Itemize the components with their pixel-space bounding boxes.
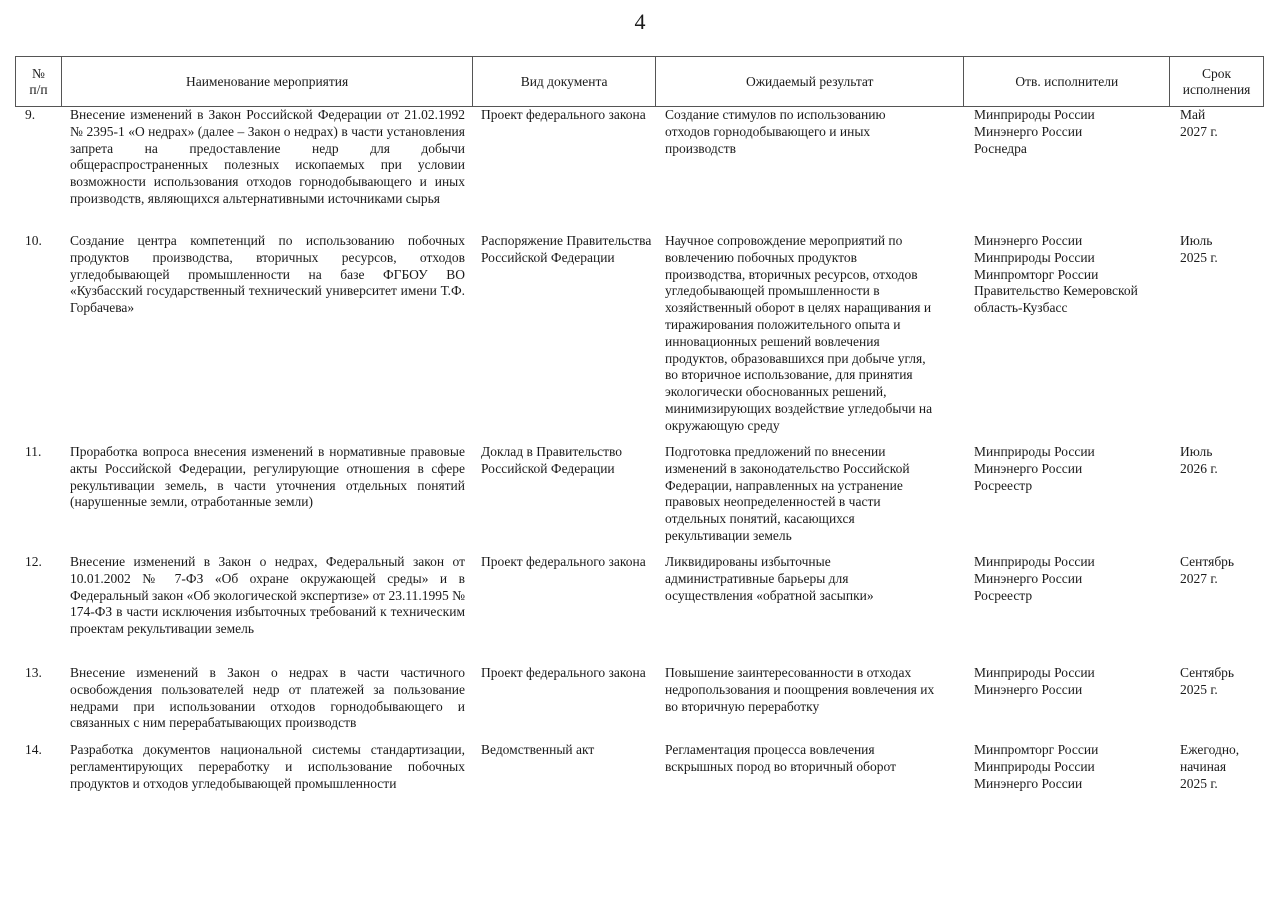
expected-result-line: Создание стимулов по использованию [665,107,886,122]
expected-result-line: во вторичное использование, для принятия [665,367,913,383]
expected-result-line: недропользования и поощрения вовлечения их [665,681,935,697]
expected-result-line: Научное сопровождение мероприятий по [665,233,903,248]
measure-name: Проработка вопроса внесения изменений в нормативные правовые акты Российской Федерации, регулирующие отношения в сфере рекультивации земель, в части уточнения отдельных понятий (нарушенные земли, отработанные земли) [70,444,465,510]
expected-result-line: тиражирования положительного опыта и [665,316,901,332]
measure-name: Разработка документов национальной системы стандартизации, регламентирующих переработку и использование побочных продуктов и отходов угледобывающей промышленности [70,742,465,791]
expected-result-line: вовлечению побочных продуктов [665,249,857,265]
document-type: Ведомственный акт [481,742,595,757]
responsible-executors-line: Минприроды России [974,665,1095,680]
expected-result-line: продуктов, образовавшихся при добыче угля, [665,350,926,366]
deadline-line: 2027 г. [1180,123,1218,139]
expected-result-line: отдельных понятий, касающихся [665,511,855,527]
expected-result-line: правовых неопределенностей в части [665,494,881,510]
responsible-executors-line: Росреестр [974,587,1033,603]
expected-result [656,233,965,435]
expected-result [656,554,965,638]
responsible-executors [965,554,1171,638]
deadline-line: Май [1180,107,1206,122]
responsible-executors-line: Минприроды России [974,554,1095,569]
expected-result [656,742,965,792]
expected-result-line: инновационных решений вовлечения [665,333,880,349]
document-type: Доклад в Правительство Российской Федерации [481,444,623,476]
expected-result-line: Подготовка предложений по внесении [665,444,886,459]
deadline [1171,554,1264,638]
header-number: № п/п [16,57,62,106]
expected-result-line: рекультивации земель [665,527,792,543]
responsible-executors [965,444,1171,545]
responsible-executors-line: Минэнерго России [974,570,1083,586]
responsible-executors-line: Минпромторг России [974,742,1099,757]
deadline [1171,742,1264,792]
responsible-executors [965,107,1171,208]
deadline-line: Сентябрь [1180,554,1235,569]
header-result: Ожидаемый результат [656,57,965,106]
deadline [1171,444,1264,545]
responsible-executors-line: Минприроды России [974,758,1095,774]
expected-result-line: окружающую среду [665,417,780,433]
expected-result-line: Регламентация процесса вовлечения [665,742,875,757]
deadline-line: 2025 г. [1180,775,1218,791]
expected-result-line: вскрышных пород во вторичный оборот [665,758,896,774]
document-type: Проект федерального закона [481,107,646,122]
responsible-executors-line: Минэнерго России [974,681,1083,697]
expected-result [656,665,965,732]
deadline [1171,233,1264,435]
expected-result-line: угледобывающей промышленности в [665,283,880,299]
deadline-line: Ежегодно, [1180,742,1240,757]
expected-result-line: Ликвидированы избыточные [665,554,831,569]
expected-result-line: отходов горнодобывающего и иных [665,123,871,139]
expected-result [656,107,965,208]
responsible-executors-line: Минэнерго России [974,775,1083,791]
deadline-line: Сентябрь [1180,665,1235,680]
expected-result-line: осуществления «обратной засыпки» [665,587,874,603]
responsible-executors [965,233,1171,435]
responsible-executors-line: Минэнерго России [974,233,1083,248]
expected-result-line: изменений в законодательство Российской [665,460,910,476]
table-row [15,554,1264,638]
expected-result-line: минимизирующих воздействие угледобычи на [665,400,933,416]
responsible-executors [965,665,1171,732]
deadline [1171,665,1264,732]
expected-result-line: производства, вторичных ресурсов, отходов [665,266,918,282]
responsible-executors-line: Минприроды России [974,107,1095,122]
row-number: 13. [25,665,42,680]
deadline [1171,107,1264,208]
expected-result-line: производств [665,140,737,156]
expected-result-line: Повышение заинтересованности в отходах [665,665,912,680]
responsible-executors-line: область-Кузбасс [974,300,1068,316]
table-row [15,444,1264,545]
header-doc-type: Вид документа [473,57,656,106]
measure-name: Создание центра компетенций по использованию побочных продуктов производства, вторичных ресурсов, отходов угледобывающей промышленности на базе ФГБОУ ВО «Кузбасский государственный технический университет имени Т.Ф. Горбачева» [70,233,465,316]
deadline-line: 2025 г. [1180,681,1218,697]
row-number: 10. [25,233,42,248]
responsible-executors-line: Правительство Кемеровской [974,283,1138,299]
row-number: 12. [25,554,42,569]
expected-result-line: во вторичную переработку [665,698,820,714]
deadline-line: начиная [1180,758,1227,774]
table-row [15,107,1264,208]
expected-result-line: хозяйственный оборот в целях наращивания и [665,300,932,316]
responsible-executors-line: Минприроды России [974,249,1095,265]
header-name: Наименование мероприятия [62,57,473,106]
table-header [15,56,1264,107]
responsible-executors-line: Росреестр [974,477,1033,493]
responsible-executors-line: Минпромторг России [974,266,1099,282]
deadline-line: Июль [1180,233,1213,248]
measure-name: Внесение изменений в Закон о недрах в части частичного освобождения пользователей недр от платежей за пользование недрами при использовании отходов горнодобывающего и связанных с ним перерабатывающих производств [70,665,465,731]
header-executors: Отв. исполнители [964,57,1170,106]
expected-result [656,444,965,545]
responsible-executors-line: Минэнерго России [974,460,1083,476]
measures-table [15,56,1264,791]
expected-result-line: административные барьеры для [665,570,849,586]
header-deadline: Срок исполнения [1182,65,1251,97]
deadline-line: Июль [1180,444,1213,459]
responsible-executors-line: Роснедра [974,140,1027,156]
measure-name: Внесение изменений в Закон о недрах, Федеральный закон от 10.01.2002 № 7-ФЗ «Об охране окружающей среды» и в Федеральный закон «Об экологической экспертизе» от 23.11.1995 № 174-ФЗ в части исключения избыточных требований к техническим проектам рекультивации земель [70,554,465,637]
measure-name: Внесение изменений в Закон Российской Федерации от 21.02.1992 № 2395-1 «О недрах» (далее – Закон о недрах) в части установления запрета на предоставление недр для добычи общераспространенных полезных ископаемых при условии возможности использования отходов горнодобывающего и иных производств, являющихся альтернативными источниками сырья [70,107,465,206]
deadline-line: 2027 г. [1180,570,1218,586]
row-number: 11. [25,444,42,459]
page-number: 4 [634,9,646,34]
expected-result-line: Федерации, направленных на устранение [665,477,903,493]
row-number: 9. [25,107,36,122]
responsible-executors-line: Минприроды России [974,444,1095,459]
deadline-line: 2026 г. [1180,460,1218,476]
row-number: 14. [25,742,42,757]
deadline-line: 2025 г. [1180,249,1218,265]
document-type: Распоряжение Правительства Российской Федерации [481,233,652,265]
expected-result-line: экологически обоснованных решений, [665,384,887,400]
document-type: Проект федерального закона [481,554,646,569]
responsible-executors-line: Минэнерго России [974,123,1083,139]
table-row [15,742,1264,792]
table-row [15,233,1264,435]
responsible-executors [965,742,1171,792]
table-row [15,665,1264,732]
document-type: Проект федерального закона [481,665,646,680]
